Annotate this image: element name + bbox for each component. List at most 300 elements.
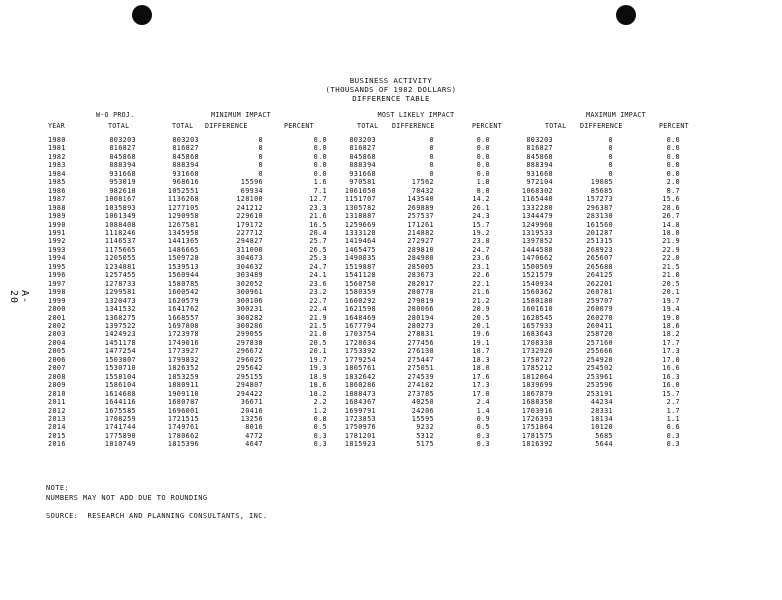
cell-likely-difference: 171261: [407, 220, 434, 229]
cell-likely-percent: 18.3: [472, 355, 490, 364]
cell-min-difference: 300282: [236, 313, 263, 322]
cell-likely-total: 845868: [349, 152, 376, 161]
cell-likely-total: 1832642: [344, 372, 376, 381]
table-row: [40, 407, 680, 415]
header-wo-proj: W-O PROJ.: [96, 111, 135, 119]
cell-likely-total: 803203: [349, 136, 376, 144]
cell-min-total: 1696001: [167, 406, 199, 415]
cell-min-percent: 18.6: [309, 381, 327, 390]
table-row: [40, 423, 680, 431]
cell-max-percent: 17.0: [662, 355, 680, 364]
cell-max-total: 1703916: [521, 406, 553, 415]
cell-likely-percent: 0.3: [476, 431, 490, 440]
cell-min-total: 1853259: [167, 372, 199, 381]
cell-min-total: 888394: [172, 161, 199, 170]
cell-min-percent: 20.4: [309, 228, 327, 237]
cell-likely-difference: 17562: [411, 178, 434, 187]
cell-max-percent: 0.0: [666, 136, 680, 144]
cell-likely-percent: 18.0: [472, 364, 490, 373]
table-row: [40, 144, 680, 152]
cell-max-total: 845868: [526, 152, 553, 161]
table-row: [40, 280, 680, 288]
cell-min-difference: 128100: [236, 195, 263, 204]
cell-max-total: 1812064: [521, 372, 553, 381]
cell-max-total: 1781575: [521, 431, 553, 440]
cell-min-total: 1723978: [167, 330, 199, 339]
cell-min-percent: 24.7: [309, 262, 327, 271]
note-label: NOTE:: [46, 484, 70, 492]
cell-likely-difference: 257537: [407, 212, 434, 221]
cell-likely-percent: 0.0: [476, 169, 490, 178]
cell-likely-total: 1305782: [344, 203, 376, 212]
cell-min-difference: 302052: [236, 279, 263, 288]
cell-wo-total: 1299581: [104, 288, 136, 297]
cell-max-difference: 18134: [590, 414, 613, 423]
cell-likely-percent: 21.2: [472, 296, 490, 305]
cell-min-total: 1290958: [167, 212, 199, 221]
cell-likely-percent: 20.1: [472, 321, 490, 330]
cell-min-percent: 18.9: [309, 372, 327, 381]
cell-max-total: 1332280: [521, 203, 553, 212]
cell-max-difference: 257160: [586, 338, 613, 347]
cell-min-percent: 21.0: [309, 330, 327, 339]
cell-likely-percent: 23.6: [472, 254, 490, 263]
cell-wo-total: 1775890: [104, 431, 136, 440]
cell-max-total: 931668: [526, 169, 553, 178]
cell-min-difference: 300106: [236, 296, 263, 305]
cell-min-difference: 13256: [240, 414, 263, 423]
cell-max-percent: 1.1: [666, 414, 680, 423]
cell-likely-difference: 289810: [407, 245, 434, 254]
cell-max-difference: 10120: [590, 423, 613, 432]
cell-likely-percent: 1.4: [476, 406, 490, 415]
cell-likely-difference: 275447: [407, 355, 434, 364]
cell-min-difference: 295642: [236, 364, 263, 373]
cell-max-difference: 254502: [586, 364, 613, 373]
cell-year: 2015: [48, 431, 66, 440]
cell-min-total: 1880911: [167, 381, 199, 390]
cell-min-percent: 0.0: [313, 136, 327, 144]
cell-min-total: 1052551: [167, 186, 199, 195]
cell-wo-total: 931668: [109, 169, 136, 178]
table-row: [40, 415, 680, 423]
cell-wo-total: 1368275: [104, 313, 136, 322]
cell-likely-percent: 23.8: [472, 237, 490, 246]
cell-likely-percent: 19.2: [472, 228, 490, 237]
cell-wo-total: 1741744: [104, 423, 136, 432]
cell-min-percent: 23.2: [309, 288, 327, 297]
cell-min-total: 1749016: [167, 338, 199, 347]
cell-likely-difference: 40250: [411, 398, 434, 407]
cell-likely-difference: 214882: [407, 228, 434, 237]
cell-max-percent: 19.7: [662, 296, 680, 305]
cell-year: 2001: [48, 313, 66, 322]
cell-min-difference: 69934: [240, 186, 263, 195]
cell-max-percent: 22.9: [662, 245, 680, 254]
cell-year: 1994: [48, 254, 66, 263]
cell-likely-total: 816827: [349, 144, 376, 153]
cell-max-total: 1601610: [521, 305, 553, 314]
cell-likely-difference: 282017: [407, 279, 434, 288]
cell-likely-percent: 26.1: [472, 203, 490, 212]
cell-year: 1988: [48, 203, 66, 212]
cell-year: 1983: [48, 161, 66, 170]
cell-wo-total: 1341532: [104, 305, 136, 314]
cell-min-percent: 0.0: [313, 169, 327, 178]
cell-min-percent: 21.5: [309, 321, 327, 330]
cell-year: 1997: [48, 279, 66, 288]
cell-max-difference: 5685: [595, 431, 613, 440]
cell-likely-percent: 17.6: [472, 372, 490, 381]
cell-likely-percent: 0.0: [476, 152, 490, 161]
title-line-2: (THOUSANDS OF 1982 DOLLARS): [325, 85, 457, 94]
table-row: [40, 330, 680, 338]
cell-max-percent: 0.0: [666, 144, 680, 153]
cell-year: 2006: [48, 355, 66, 364]
cell-min-percent: 21.9: [309, 313, 327, 322]
cell-max-difference: 260079: [586, 305, 613, 314]
cell-wo-total: 845868: [109, 152, 136, 161]
cell-likely-difference: 273785: [407, 389, 434, 398]
cell-likely-total: 1805761: [344, 364, 376, 373]
cell-likely-difference: 278831: [407, 330, 434, 339]
table-row: [40, 136, 680, 144]
title-line-1: BUSINESS ACTIVITY: [349, 76, 433, 85]
cell-likely-total: 1723853: [344, 414, 376, 423]
cell-year: 1987: [48, 195, 66, 204]
cell-wo-total: 1810749: [104, 440, 136, 449]
cell-min-total: 1509728: [167, 254, 199, 263]
table-row: [40, 221, 680, 229]
cell-max-total: 1751864: [521, 423, 553, 432]
cell-wo-total: 1397522: [104, 321, 136, 330]
cell-max-total: 1758727: [521, 355, 553, 364]
cell-max-difference: 268923: [586, 245, 613, 254]
cell-wo-total: 1008167: [104, 195, 136, 204]
cell-min-total: 1620579: [167, 296, 199, 305]
cell-max-percent: 19.4: [662, 305, 680, 314]
cell-min-difference: 300961: [236, 288, 263, 297]
cell-likely-difference: 280778: [407, 288, 434, 297]
cell-max-difference: 44234: [590, 398, 613, 407]
cell-min-difference: 311000: [236, 245, 263, 254]
cell-wo-total: 1586104: [104, 381, 136, 390]
cell-max-difference: 157273: [586, 195, 613, 204]
cell-likely-difference: 5175: [416, 440, 434, 449]
cell-likely-total: 1333128: [344, 228, 376, 237]
cell-likely-difference: 9232: [416, 423, 434, 432]
cell-max-difference: 0: [608, 136, 613, 144]
cell-likely-percent: 0.5: [476, 423, 490, 432]
cell-min-percent: 0.3: [313, 440, 327, 449]
notes-block: [46, 483, 268, 521]
cell-max-total: 1839699: [521, 381, 553, 390]
cell-min-total: 1826352: [167, 364, 199, 373]
cell-min-percent: 1.2: [313, 406, 327, 415]
cell-min-percent: 0.8: [313, 414, 327, 423]
cell-min-total: 1749761: [167, 423, 199, 432]
cell-min-percent: 21.6: [309, 212, 327, 221]
cell-likely-difference: 78432: [411, 186, 434, 195]
cell-year: 1999: [48, 296, 66, 305]
cell-max-percent: 16.3: [662, 372, 680, 381]
cell-max-total: 1319533: [521, 228, 553, 237]
cell-min-difference: 227712: [236, 228, 263, 237]
cell-year: 2005: [48, 347, 66, 356]
cell-likely-percent: 0.3: [476, 440, 490, 449]
cell-max-percent: 28.6: [662, 203, 680, 212]
cell-wo-total: 1558104: [104, 372, 136, 381]
cell-min-difference: 0: [258, 152, 263, 161]
difference-table-body: [40, 136, 680, 449]
cell-min-percent: 0.3: [313, 431, 327, 440]
cell-max-difference: 253961: [586, 372, 613, 381]
cell-max-total: 972104: [526, 178, 553, 187]
table-row: [40, 432, 680, 440]
cell-likely-percent: 2.4: [476, 398, 490, 407]
cell-max-difference: 0: [608, 161, 613, 170]
cell-likely-percent: 19.6: [472, 330, 490, 339]
cell-min-total: 803203: [172, 136, 199, 144]
cell-min-percent: 26.5: [309, 245, 327, 254]
cell-likely-total: 1779254: [344, 355, 376, 364]
cell-min-percent: 0.0: [313, 161, 327, 170]
cell-likely-total: 1061050: [344, 186, 376, 195]
cell-wo-total: 803203: [109, 136, 136, 144]
cell-min-percent: 25.7: [309, 237, 327, 246]
cell-likely-total: 1860286: [344, 381, 376, 390]
cell-likely-percent: 24.3: [472, 212, 490, 221]
cell-min-difference: 179172: [236, 220, 263, 229]
cell-likely-difference: 5312: [416, 431, 434, 440]
table-row: [40, 254, 680, 262]
cell-wo-total: 1477254: [104, 347, 136, 356]
cell-likely-total: 1519887: [344, 262, 376, 271]
cell-min-total: 1721515: [167, 414, 199, 423]
cell-likely-percent: 24.7: [472, 245, 490, 254]
cell-wo-total: 1175665: [104, 245, 136, 254]
cell-max-total: 1785212: [521, 364, 553, 373]
cell-min-difference: 303489: [236, 271, 263, 280]
cell-likely-total: 1580359: [344, 288, 376, 297]
cell-wo-total: 816827: [109, 144, 136, 153]
cell-max-difference: 255666: [586, 347, 613, 356]
cell-likely-total: 1151707: [344, 195, 376, 204]
table-row: [40, 229, 680, 237]
cell-max-difference: 264125: [586, 271, 613, 280]
cell-likely-difference: 274182: [407, 381, 434, 390]
cell-max-percent: 2.7: [666, 398, 680, 407]
cell-min-difference: 4647: [245, 440, 263, 449]
table-row: [40, 305, 680, 313]
table-row: [40, 195, 680, 203]
header-max-total: TOTAL: [545, 122, 567, 130]
cell-likely-percent: 0.0: [476, 144, 490, 153]
cell-min-percent: 2.2: [313, 398, 327, 407]
cell-max-percent: 18.0: [662, 228, 680, 237]
cell-min-difference: 0: [258, 161, 263, 170]
cell-likely-total: 1541128: [344, 271, 376, 280]
cell-wo-total: 953019: [109, 178, 136, 187]
cell-max-percent: 0.0: [666, 152, 680, 161]
cell-max-percent: 15.7: [662, 389, 680, 398]
cell-max-percent: 14.8: [662, 220, 680, 229]
cell-wo-total: 1675585: [104, 406, 136, 415]
header-min-percent: PERCENT: [284, 122, 314, 130]
table-row: [40, 322, 680, 330]
table-row: [40, 390, 680, 398]
cell-year: 2016: [48, 440, 66, 449]
cell-max-total: 1521579: [521, 271, 553, 280]
cell-max-difference: 254920: [586, 355, 613, 364]
cell-year: 2012: [48, 406, 66, 415]
header-max-percent: PERCENT: [659, 122, 689, 130]
cell-max-total: 1068302: [521, 186, 553, 195]
difference-table: [40, 136, 680, 449]
cell-max-percent: 0.3: [666, 431, 680, 440]
cell-likely-difference: 275051: [407, 364, 434, 373]
header-likely-difference: DIFFERENCE: [392, 122, 435, 130]
cell-min-percent: 0.0: [313, 152, 327, 161]
page-number-rotated: A-20: [8, 289, 30, 305]
cell-min-total: 1799832: [167, 355, 199, 364]
header-year: YEAR: [48, 122, 66, 130]
cell-wo-total: 982618: [109, 186, 136, 195]
source-line: SOURCE: RESEARCH AND PLANNING CONSULTANTS, INC.: [46, 512, 268, 520]
cell-min-total: 1909110: [167, 389, 199, 398]
cell-max-total: 1732920: [521, 347, 553, 356]
cell-wo-total: 1503807: [104, 355, 136, 364]
cell-max-difference: 5644: [595, 440, 613, 449]
cell-min-percent: 22.7: [309, 296, 327, 305]
cell-wo-total: 1257455: [104, 271, 136, 280]
cell-max-percent: 18.2: [662, 330, 680, 339]
cell-max-total: 1560362: [521, 288, 553, 297]
cell-min-total: 1780662: [167, 431, 199, 440]
cell-likely-percent: 17.3: [472, 381, 490, 390]
cell-max-difference: 0: [608, 152, 613, 161]
cell-min-percent: 23.6: [309, 279, 327, 288]
cell-year: 2011: [48, 398, 66, 407]
cell-year: 1980: [48, 136, 66, 144]
cell-wo-total: 1424923: [104, 330, 136, 339]
cell-likely-percent: 1.8: [476, 178, 490, 187]
cell-likely-total: 1815923: [344, 440, 376, 449]
cell-likely-percent: 8.0: [476, 186, 490, 195]
table-row: [40, 347, 680, 355]
table-row: [40, 153, 680, 161]
table-row: [40, 246, 680, 254]
cell-year: 1990: [48, 220, 66, 229]
cell-likely-total: 1750976: [344, 423, 376, 432]
cell-max-total: 1867879: [521, 389, 553, 398]
cell-max-total: 1580180: [521, 296, 553, 305]
cell-max-percent: 0.6: [666, 423, 680, 432]
cell-max-percent: 0.3: [666, 440, 680, 449]
cell-max-percent: 8.7: [666, 186, 680, 195]
cell-likely-total: 1677794: [344, 321, 376, 330]
cell-year: 2014: [48, 423, 66, 432]
table-row: [40, 314, 680, 322]
cell-likely-total: 1703754: [344, 330, 376, 339]
cell-max-percent: 19.0: [662, 313, 680, 322]
cell-likely-total: 1490035: [344, 254, 376, 263]
cell-likely-percent: 0.0: [476, 136, 490, 144]
cell-year: 1984: [48, 169, 66, 178]
cell-max-difference: 260270: [586, 313, 613, 322]
header-likely-percent: PERCENT: [472, 122, 502, 130]
cell-min-difference: 296025: [236, 355, 263, 364]
cell-max-percent: 22.0: [662, 254, 680, 263]
header-max-difference: DIFFERENCE: [580, 122, 623, 130]
cell-likely-percent: 22.1: [472, 279, 490, 288]
header-maximum-impact: MAXIMUM IMPACT: [586, 111, 646, 119]
cell-min-total: 1267581: [167, 220, 199, 229]
cell-min-difference: 20416: [240, 406, 263, 415]
cell-likely-difference: 280273: [407, 321, 434, 330]
cell-likely-total: 1781201: [344, 431, 376, 440]
cell-likely-total: 1753392: [344, 347, 376, 356]
cell-min-percent: 1.6: [313, 178, 327, 187]
cell-min-percent: 0.5: [313, 423, 327, 432]
cell-year: 1998: [48, 288, 66, 297]
cell-min-percent: 0.0: [313, 144, 327, 153]
cell-min-difference: 294807: [236, 381, 263, 390]
table-row: [40, 356, 680, 364]
table-row: [40, 204, 680, 212]
cell-likely-percent: 20.5: [472, 313, 490, 322]
table-row: [40, 187, 680, 195]
cell-min-total: 1441365: [167, 237, 199, 246]
cell-min-total: 1136268: [167, 195, 199, 204]
cell-max-total: 1688350: [521, 398, 553, 407]
header-minimum-impact: MINIMUM IMPACT: [211, 111, 271, 119]
cell-max-difference: 262201: [586, 279, 613, 288]
cell-min-difference: 300286: [236, 321, 263, 330]
cell-wo-total: 1708259: [104, 414, 136, 423]
cell-max-percent: 21.0: [662, 271, 680, 280]
table-row: [40, 398, 680, 406]
header-likely-total: TOTAL: [357, 122, 379, 130]
table-row: [40, 212, 680, 220]
header-min-difference: DIFFERENCE: [205, 122, 248, 130]
cell-max-percent: 17.3: [662, 347, 680, 356]
cell-year: 1992: [48, 237, 66, 246]
cell-max-total: 1540934: [521, 279, 553, 288]
cell-min-total: 931668: [172, 169, 199, 178]
cell-min-difference: 297838: [236, 338, 263, 347]
cell-likely-difference: 0: [429, 161, 434, 170]
header-min-total: TOTAL: [172, 122, 194, 130]
cell-year: 2004: [48, 338, 66, 347]
cell-max-total: 816827: [526, 144, 553, 153]
cell-min-percent: 7.1: [313, 186, 327, 195]
cell-likely-total: 1621598: [344, 305, 376, 314]
cell-wo-total: 1061349: [104, 212, 136, 221]
cell-max-difference: 260781: [586, 288, 613, 297]
cell-min-percent: 16.5: [309, 220, 327, 229]
cell-max-percent: 0.0: [666, 169, 680, 178]
cell-max-difference: 258720: [586, 330, 613, 339]
cell-min-difference: 36671: [240, 398, 263, 407]
cell-year: 1981: [48, 144, 66, 153]
cell-max-difference: 253191: [586, 389, 613, 398]
cell-max-percent: 15.6: [662, 195, 680, 204]
cell-min-total: 845868: [172, 152, 199, 161]
cell-min-total: 1815396: [167, 440, 199, 449]
cell-max-difference: 283130: [586, 212, 613, 221]
cell-wo-total: 1644116: [104, 398, 136, 407]
